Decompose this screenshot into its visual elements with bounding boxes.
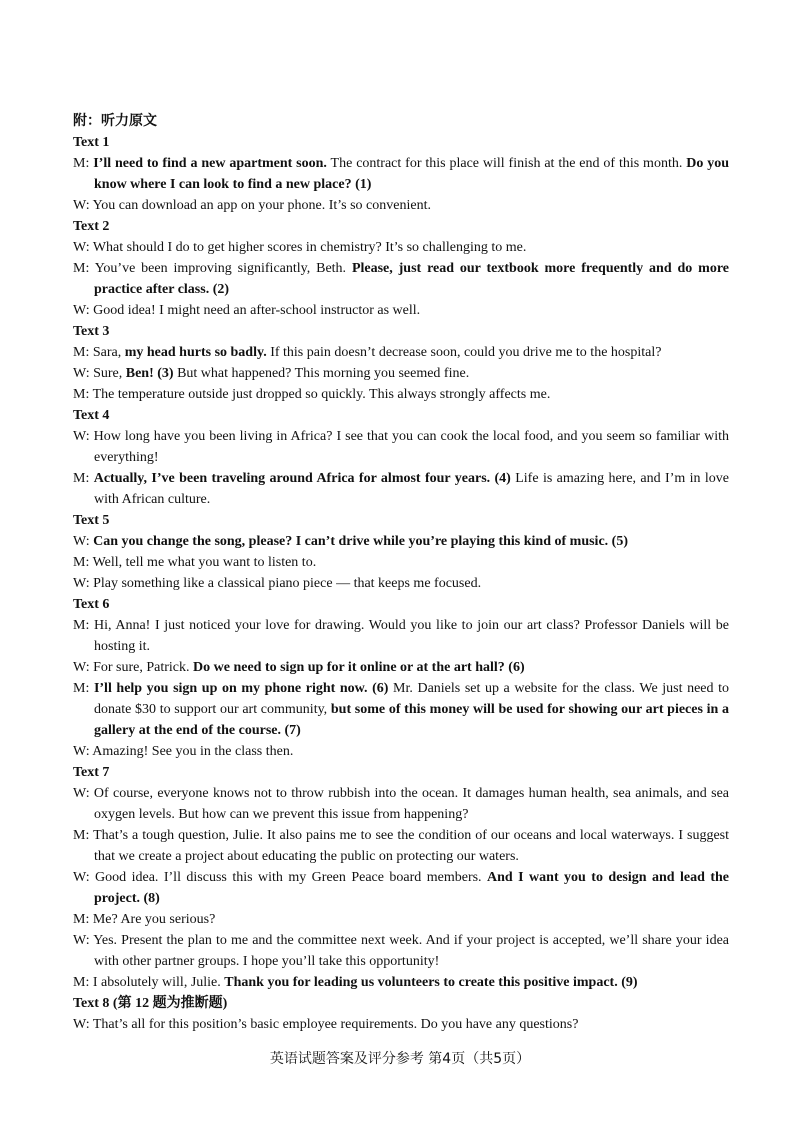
dialogue-line xyxy=(73,1014,729,1035)
footer-prefix: 英语试题答案及评分参考 第 xyxy=(269,1051,443,1067)
dialogue-text: M: Well, tell me what you want to listen to. xyxy=(73,555,317,570)
dialogue-text: W: Play something like a classical piano piece — that keeps me focused. xyxy=(73,576,482,591)
key-sentence: Ben! (3) xyxy=(125,366,174,381)
text-section xyxy=(73,993,729,1035)
text-heading: Text 1 xyxy=(73,135,110,150)
key-sentence: Please, just read our textbook more frequently and do more practice after class. (2) xyxy=(94,261,729,297)
footer-page-number: 4 xyxy=(442,1051,452,1067)
text-section xyxy=(73,762,729,993)
dialogue-line xyxy=(73,783,729,825)
footer-total-pages: 5 xyxy=(493,1051,503,1067)
dialogue-line xyxy=(73,153,729,195)
dialogue-line xyxy=(73,300,729,321)
transcript-sections xyxy=(73,132,729,1035)
key-sentence: And I want you to design and lead the project. (8) xyxy=(94,870,730,906)
dialogue-text: W: That’s all for this position’s basic employee requirements. Do you have any questions? xyxy=(73,1017,579,1032)
dialogue-line xyxy=(73,426,729,468)
key-sentence: my head hurts so badly. xyxy=(124,345,267,360)
text-section xyxy=(73,510,729,594)
dialogue-text: W: Good idea. I’ll discuss this with my Green Peace board members. xyxy=(73,870,488,885)
appendix-title: 附：听力原文 xyxy=(73,113,157,129)
dialogue-line xyxy=(73,657,729,678)
text-heading: Text 8 (第 12 题为推断题) xyxy=(73,996,228,1011)
dialogue-text: W: How long have you been living in Africa? I see that you can cook the local food, and you seem so familiar with everything! xyxy=(73,429,729,465)
dialogue-line xyxy=(73,741,729,762)
footer-middle: 页（共 xyxy=(451,1051,494,1067)
text-section xyxy=(73,132,729,216)
dialogue-line xyxy=(73,384,729,405)
key-sentence: Actually, I’ve been traveling around Africa for almost four years. (4) xyxy=(93,471,511,486)
text-section xyxy=(73,216,729,321)
dialogue-text: M: xyxy=(73,681,94,696)
dialogue-text: W: Sure, xyxy=(73,366,126,381)
dialogue-text: W: For sure, Patrick. xyxy=(73,660,194,675)
dialogue-text: M: Sara, xyxy=(73,345,125,360)
dialogue-line xyxy=(73,342,729,363)
key-sentence: Thank you for leading us volunteers to create this positive impact. (9) xyxy=(224,975,638,990)
dialogue-line xyxy=(73,825,729,867)
dialogue-text: W: Amazing! See you in the class then. xyxy=(73,744,294,759)
key-sentence: I’ll need to find a new apartment soon. xyxy=(93,156,327,171)
dialogue-text: The contract for this place will finish at the end of this month. xyxy=(326,156,687,171)
text-heading: Text 4 xyxy=(73,408,110,423)
dialogue-line xyxy=(73,573,729,594)
dialogue-text: But what happened? This morning you seemed fine. xyxy=(173,366,470,381)
key-sentence: but some of this money will be used for showing our art pieces in a gallery at the end of the course. (7) xyxy=(94,702,730,738)
text-section xyxy=(73,405,729,510)
dialogue-text: M: xyxy=(73,156,94,171)
key-sentence: Do you know where I can look to find a new place? (1) xyxy=(94,156,729,192)
dialogue-line xyxy=(73,615,729,657)
dialogue-line xyxy=(73,468,729,510)
dialogue-text: M: The temperature outside just dropped so quickly. This always strongly affects me. xyxy=(73,387,551,402)
dialogue-text: M: Me? Are you serious? xyxy=(73,912,216,927)
dialogue-text: If this pain doesn’t decrease soon, could you drive me to the hospital? xyxy=(266,345,662,360)
text-section xyxy=(73,321,729,405)
dialogue-line xyxy=(73,972,729,993)
text-heading: Text 5 xyxy=(73,513,110,528)
dialogue-text: W: Yes. Present the plan to me and the committee next week. And if your project is accepted, we’ll share your idea with other partner groups. I hope you’ll take this opportunity! xyxy=(73,933,729,969)
dialogue-text: W: What should I do to get higher scores in chemistry? It’s so challenging to me. xyxy=(73,240,527,255)
dialogue-line xyxy=(73,531,729,552)
text-heading: Text 2 xyxy=(73,219,110,234)
listening-transcript xyxy=(73,111,729,1035)
dialogue-line xyxy=(73,237,729,258)
dialogue-text: W: Of course, everyone knows not to throw rubbish into the ocean. It damages human health, sea animals, and sea oxygen levels. But how can we prevent this issue from happening? xyxy=(73,786,729,822)
page-footer xyxy=(0,1049,800,1070)
dialogue-line xyxy=(73,363,729,384)
dialogue-line xyxy=(73,195,729,216)
dialogue-line xyxy=(73,258,729,300)
dialogue-line xyxy=(73,909,729,930)
dialogue-text: W: You can download an app on your phone. It’s so convenient. xyxy=(73,198,431,213)
text-section xyxy=(73,594,729,762)
dialogue-text: M: I absolutely will, Julie. xyxy=(73,975,225,990)
key-sentence: I’ll help you sign up on my phone right now. (6) xyxy=(93,681,389,696)
dialogue-line xyxy=(73,678,729,741)
footer-suffix: 页） xyxy=(502,1051,531,1067)
dialogue-text: Mr. Daniels set up a website for the class. We just need to donate $30 to support our art community, xyxy=(94,681,730,717)
dialogue-text: M: You’ve been improving significantly, Beth. xyxy=(73,261,352,276)
dialogue-line xyxy=(73,867,729,909)
text-heading: Text 7 xyxy=(73,765,110,780)
dialogue-text: W: xyxy=(73,534,94,549)
text-heading: Text 6 xyxy=(73,597,110,612)
dialogue-line xyxy=(73,930,729,972)
dialogue-text: Life is amazing here, and I’m in love with African culture. xyxy=(94,471,730,507)
dialogue-text: M: xyxy=(73,471,94,486)
key-sentence: Can you change the song, please? I can’t drive while you’re playing this kind of music. (5) xyxy=(93,534,628,549)
dialogue-line xyxy=(73,552,729,573)
dialogue-text: M: Hi, Anna! I just noticed your love for drawing. Would you like to join our art class? Professor Daniels will be hosting it. xyxy=(73,618,729,654)
dialogue-text: M: That’s a tough question, Julie. It also pains me to see the condition of our oceans and local waterways. I suggest that we create a project about educating the public on protecting our waters. xyxy=(73,828,729,864)
key-sentence: Do we need to sign up for it online or at the art hall? (6) xyxy=(193,660,525,675)
text-heading: Text 3 xyxy=(73,324,110,339)
dialogue-text: W: Good idea! I might need an after-school instructor as well. xyxy=(73,303,421,318)
